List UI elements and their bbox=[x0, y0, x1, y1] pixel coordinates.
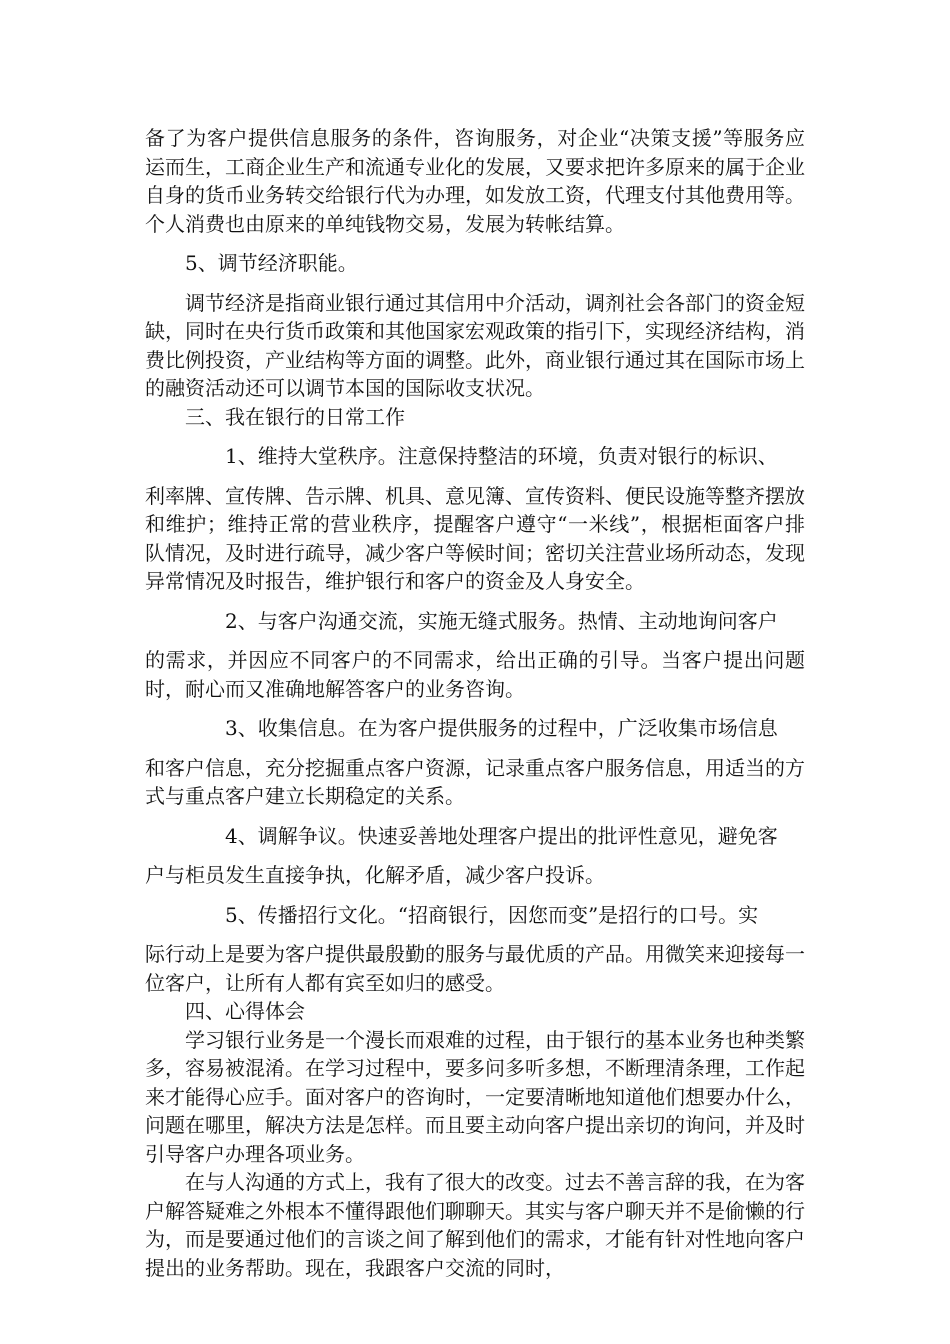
list-item-3-body: 和客户信息，充分挖掘重点客户资源，记录重点客户服务信息，用适当的方式与重点客户建立长期稳定的关系。 bbox=[145, 755, 805, 808]
list-item-2-head bbox=[145, 607, 805, 636]
list-item-2-title: 与客户沟通交流，实施无缝式服务。热情、主动地询问客户 bbox=[257, 608, 778, 633]
document-body bbox=[145, 124, 805, 1282]
list-item-3-number: 3、 bbox=[225, 716, 258, 740]
list-item-3-title: 收集信息。在为客户提供服务的过程中，广泛收集市场信息 bbox=[257, 716, 778, 740]
paragraph-services: 备了为客户提供信息服务的条件，咨询服务，对企业“决策支援”等服务应运而生，工商企业生产和流通专业化的发展，又要求把许多原来的属于企业自身的货币业务转交给银行代为办理，如发放工资，代理支付其他费用等。个人消费也由原来的单纯钱物交易，发展为转帐结算。 bbox=[145, 126, 805, 236]
list-item-4-number: 4、 bbox=[225, 823, 258, 848]
heading-reflections: 四、心得体会 bbox=[185, 999, 305, 1023]
list-item-5-body: 际行动上是要为客户提供最殷勤的服务与最优质的产品。用微笑来迎接每一位客户，让所有人都有宾至如归的感受。 bbox=[145, 942, 805, 995]
list-item-4-title: 调解争议。快速妥善地处理客户提出的批评性意见，避免客 bbox=[257, 823, 778, 848]
list-item-3-head bbox=[145, 714, 805, 743]
list-item-5-number: 5、 bbox=[225, 902, 258, 927]
list-item-2-body: 的需求，并因应不同客户的不同需求，给出正确的引导。当客户提出问题时，耐心而又准确地解答客户的业务咨询。 bbox=[145, 648, 805, 701]
list-item-4-head bbox=[145, 822, 805, 851]
paragraph-regulation: 调节经济是指商业银行通过其信用中介活动，调剂社会各部门的资金短缺，同时在央行货币政策和其他国家宏观政策的指引下，实现经济结构，消费比例投资，产业结构等方面的调整。此外，商业银行通过其在国际市场上的融资活动还可以调节本国的国际收支状况。 bbox=[145, 290, 805, 400]
list-item-5-head bbox=[145, 901, 805, 930]
heading-daily-work: 三、我在银行的日常工作 bbox=[185, 404, 405, 429]
list-item-4-body: 户与柜员发生直接争执，化解矛盾，减少客户投诉。 bbox=[145, 863, 605, 887]
list-item-2-number: 2、 bbox=[225, 608, 258, 633]
list-item-1-head bbox=[145, 442, 805, 471]
list-item-5-title: 传播招行文化。“招商银行，因您而变”是招行的口号。实 bbox=[257, 902, 759, 927]
heading-regulation-function: 5、调节经济职能。 bbox=[185, 251, 358, 275]
paragraph-communication: 在与人沟通的方式上，我有了很大的改变。过去不善言辞的我，在为客户解答疑难之外根本不懂得跟他们聊聊天。其实与客户聊天并不是偷懒的行为，而是要通过他们的言谈之间了解到他们的需求，才能有针对性地向客户提出的业务帮助。现在，我跟客户交流的同时， bbox=[145, 1170, 805, 1280]
list-item-1-body: 利率牌、宣传牌、告示牌、机具、意见簿、宣传资料、便民设施等整齐摆放和维护；维持正常的营业秩序，提醒客户遵守“一米线”，根据柜面客户排队情况，及时进行疏导，减少客户等候时间；密切关注营业场所动态，发现异常情况及时报告，维护银行和客户的资金及人身安全。 bbox=[145, 483, 805, 593]
list-item-1-number: 1、 bbox=[225, 444, 258, 468]
list-item-1-title: 维持大堂秩序。注意保持整洁的环境，负责对银行的标识、 bbox=[257, 444, 778, 468]
paragraph-learning: 学习银行业务是一个漫长而艰难的过程，由于银行的基本业务也种类繁多，容易被混淆。在学习过程中，要多问多听多想，不断理清条理，工作起来才能得心应手。面对客户的咨询时，一定要清晰地知道他们想要办什么，问题在哪里，解决方法是怎样。而且要主动向客户提出亲切的询问，并及时引导客户办理各项业务。 bbox=[145, 1027, 805, 1166]
